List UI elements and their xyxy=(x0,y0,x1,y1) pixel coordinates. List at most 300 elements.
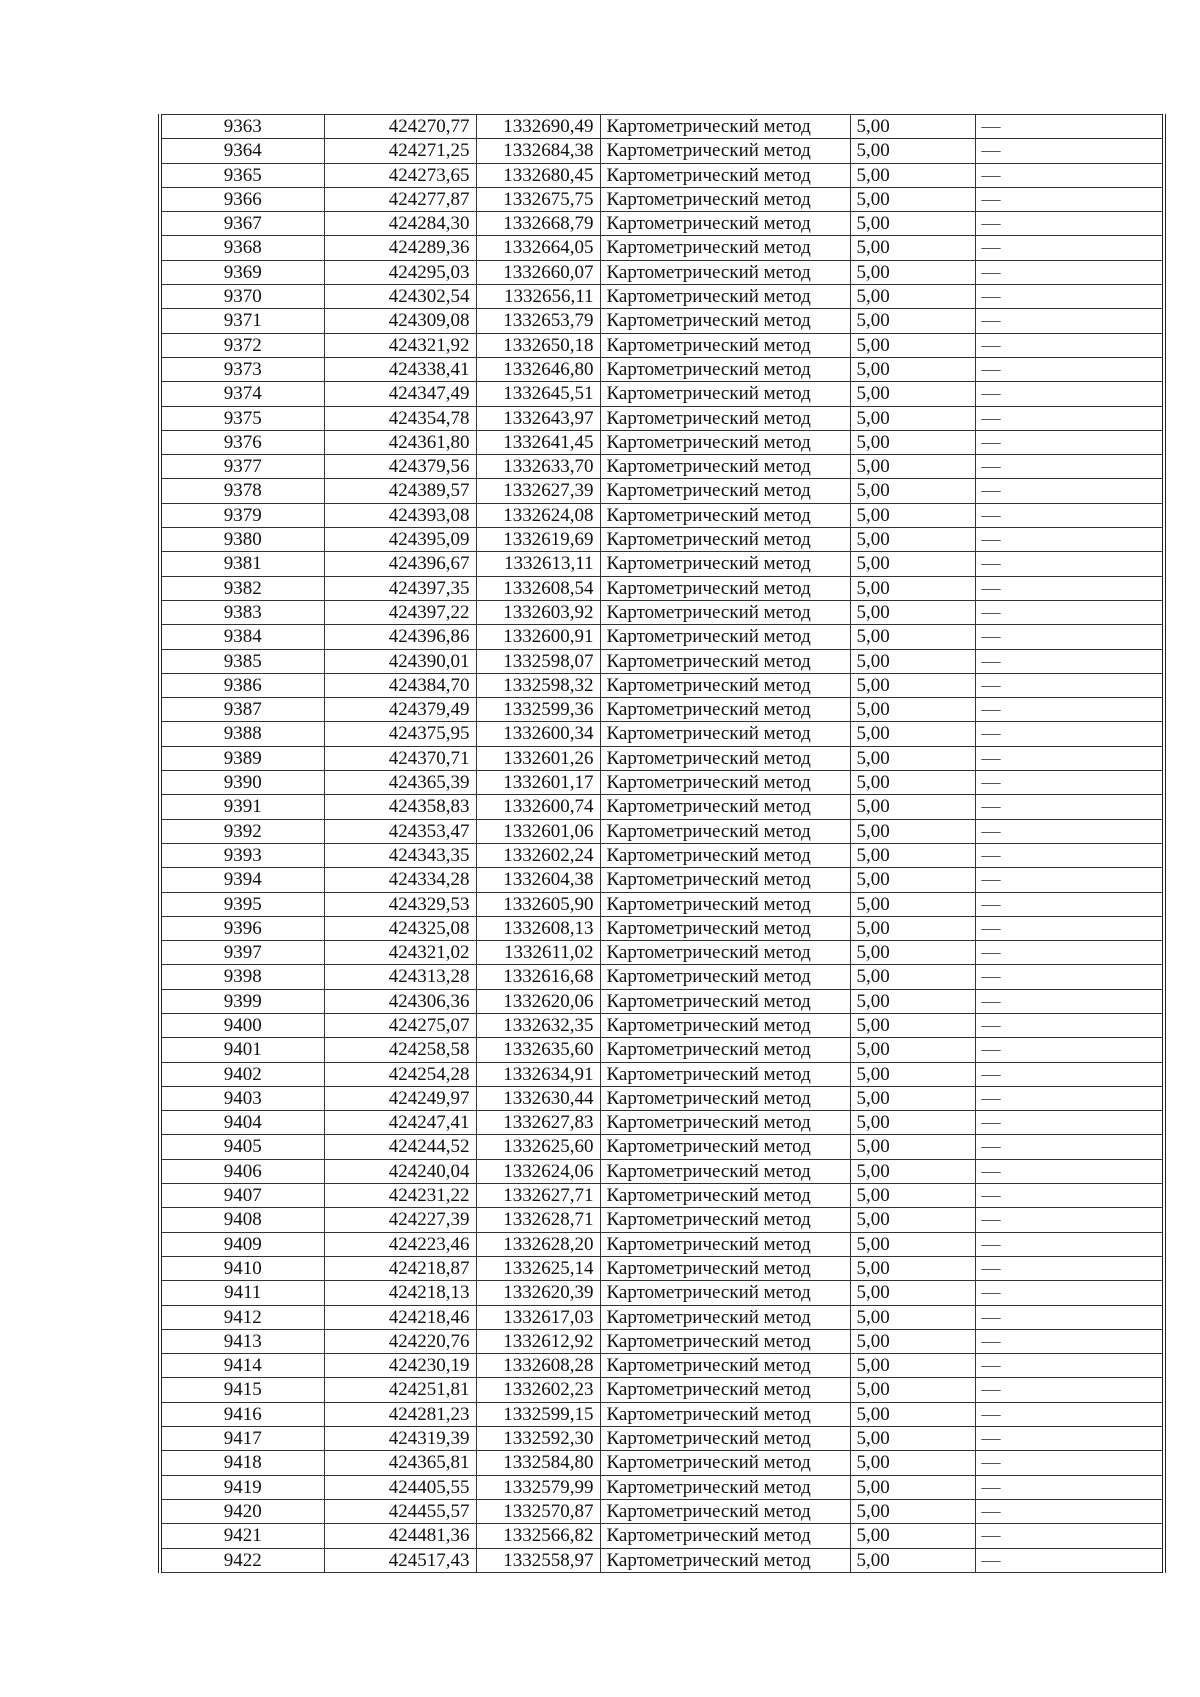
y-coordinate-cell: 1332579,99 xyxy=(476,1475,600,1499)
accuracy-cell: 5,00 xyxy=(850,1184,975,1208)
table-row xyxy=(160,1062,1164,1086)
table-row xyxy=(160,625,1164,649)
x-coordinate-cell: 424321,02 xyxy=(324,941,476,965)
method-cell: Картометрический метод xyxy=(600,455,850,479)
method-cell: Картометрический метод xyxy=(600,236,850,260)
accuracy-cell: 5,00 xyxy=(850,503,975,527)
y-coordinate-cell: 1332600,91 xyxy=(476,625,600,649)
note-cell: — xyxy=(975,1548,1164,1572)
x-coordinate-cell: 424396,67 xyxy=(324,552,476,576)
y-coordinate-cell: 1332608,13 xyxy=(476,916,600,940)
point-number-cell: 9416 xyxy=(160,1402,324,1426)
y-coordinate-cell: 1332630,44 xyxy=(476,1086,600,1110)
table-row xyxy=(160,1038,1164,1062)
note-cell: — xyxy=(975,989,1164,1013)
note-cell: — xyxy=(975,892,1164,916)
note-cell: — xyxy=(975,771,1164,795)
y-coordinate-cell: 1332624,08 xyxy=(476,503,600,527)
y-coordinate-cell: 1332620,39 xyxy=(476,1281,600,1305)
note-cell: — xyxy=(975,1086,1164,1110)
note-cell: — xyxy=(975,236,1164,260)
table-row xyxy=(160,892,1164,916)
method-cell: Картометрический метод xyxy=(600,1451,850,1475)
accuracy-cell: 5,00 xyxy=(850,795,975,819)
note-cell: — xyxy=(975,455,1164,479)
note-cell: — xyxy=(975,1135,1164,1159)
y-coordinate-cell: 1332628,20 xyxy=(476,1232,600,1256)
note-cell: — xyxy=(975,406,1164,430)
y-coordinate-cell: 1332602,24 xyxy=(476,843,600,867)
note-cell: — xyxy=(975,941,1164,965)
note-cell: — xyxy=(975,528,1164,552)
y-coordinate-cell: 1332641,45 xyxy=(476,430,600,454)
point-number-cell: 9374 xyxy=(160,382,324,406)
method-cell: Картометрический метод xyxy=(600,333,850,357)
table-row xyxy=(160,1305,1164,1329)
y-coordinate-cell: 1332612,92 xyxy=(476,1329,600,1353)
y-coordinate-cell: 1332600,34 xyxy=(476,722,600,746)
point-number-cell: 9407 xyxy=(160,1184,324,1208)
point-number-cell: 9398 xyxy=(160,965,324,989)
note-cell: — xyxy=(975,1281,1164,1305)
table-row xyxy=(160,357,1164,381)
accuracy-cell: 5,00 xyxy=(850,1135,975,1159)
method-cell: Картометрический метод xyxy=(600,746,850,770)
point-number-cell: 9411 xyxy=(160,1281,324,1305)
accuracy-cell: 5,00 xyxy=(850,552,975,576)
point-number-cell: 9370 xyxy=(160,285,324,309)
point-number-cell: 9365 xyxy=(160,163,324,187)
note-cell: — xyxy=(975,1354,1164,1378)
y-coordinate-cell: 1332602,23 xyxy=(476,1378,600,1402)
y-coordinate-cell: 1332613,11 xyxy=(476,552,600,576)
method-cell: Картометрический метод xyxy=(600,1402,850,1426)
point-number-cell: 9422 xyxy=(160,1548,324,1572)
method-cell: Картометрический метод xyxy=(600,600,850,624)
method-cell: Картометрический метод xyxy=(600,309,850,333)
x-coordinate-cell: 424325,08 xyxy=(324,916,476,940)
method-cell: Картометрический метод xyxy=(600,941,850,965)
method-cell: Картометрический метод xyxy=(600,771,850,795)
accuracy-cell: 5,00 xyxy=(850,406,975,430)
point-number-cell: 9383 xyxy=(160,600,324,624)
table-row xyxy=(160,1184,1164,1208)
accuracy-cell: 5,00 xyxy=(850,698,975,722)
y-coordinate-cell: 1332624,06 xyxy=(476,1159,600,1183)
table-row xyxy=(160,1208,1164,1232)
accuracy-cell: 5,00 xyxy=(850,1013,975,1037)
point-number-cell: 9389 xyxy=(160,746,324,770)
point-number-cell: 9371 xyxy=(160,309,324,333)
table-row xyxy=(160,1524,1164,1548)
note-cell: — xyxy=(975,285,1164,309)
accuracy-cell: 5,00 xyxy=(850,333,975,357)
y-coordinate-cell: 1332635,60 xyxy=(476,1038,600,1062)
table-row xyxy=(160,649,1164,673)
method-cell: Картометрический метод xyxy=(600,1499,850,1523)
y-coordinate-cell: 1332633,70 xyxy=(476,455,600,479)
y-coordinate-cell: 1332646,80 xyxy=(476,357,600,381)
note-cell: — xyxy=(975,309,1164,333)
y-coordinate-cell: 1332604,38 xyxy=(476,868,600,892)
x-coordinate-cell: 424277,87 xyxy=(324,187,476,211)
x-coordinate-cell: 424455,57 xyxy=(324,1499,476,1523)
method-cell: Картометрический метод xyxy=(600,212,850,236)
accuracy-cell: 5,00 xyxy=(850,1354,975,1378)
y-coordinate-cell: 1332601,06 xyxy=(476,819,600,843)
table-row xyxy=(160,965,1164,989)
accuracy-cell: 5,00 xyxy=(850,139,975,163)
table-row xyxy=(160,430,1164,454)
x-coordinate-cell: 424218,46 xyxy=(324,1305,476,1329)
point-number-cell: 9420 xyxy=(160,1499,324,1523)
y-coordinate-cell: 1332611,02 xyxy=(476,941,600,965)
table-row xyxy=(160,285,1164,309)
note-cell: — xyxy=(975,1378,1164,1402)
point-number-cell: 9412 xyxy=(160,1305,324,1329)
x-coordinate-cell: 424365,81 xyxy=(324,1451,476,1475)
accuracy-cell: 5,00 xyxy=(850,309,975,333)
point-number-cell: 9377 xyxy=(160,455,324,479)
table-row xyxy=(160,1013,1164,1037)
note-cell: — xyxy=(975,333,1164,357)
point-number-cell: 9369 xyxy=(160,260,324,284)
method-cell: Картометрический метод xyxy=(600,1013,850,1037)
method-cell: Картометрический метод xyxy=(600,892,850,916)
method-cell: Картометрический метод xyxy=(600,1329,850,1353)
table-row xyxy=(160,819,1164,843)
method-cell: Картометрический метод xyxy=(600,625,850,649)
accuracy-cell: 5,00 xyxy=(850,430,975,454)
note-cell: — xyxy=(975,382,1164,406)
method-cell: Картометрический метод xyxy=(600,1086,850,1110)
table-row xyxy=(160,1354,1164,1378)
y-coordinate-cell: 1332600,74 xyxy=(476,795,600,819)
table-row xyxy=(160,309,1164,333)
accuracy-cell: 5,00 xyxy=(850,1281,975,1305)
x-coordinate-cell: 424384,70 xyxy=(324,673,476,697)
note-cell: — xyxy=(975,260,1164,284)
table-row xyxy=(160,1378,1164,1402)
note-cell: — xyxy=(975,1305,1164,1329)
point-number-cell: 9391 xyxy=(160,795,324,819)
y-coordinate-cell: 1332664,05 xyxy=(476,236,600,260)
accuracy-cell: 5,00 xyxy=(850,600,975,624)
note-cell: — xyxy=(975,1208,1164,1232)
point-number-cell: 9390 xyxy=(160,771,324,795)
accuracy-cell: 5,00 xyxy=(850,625,975,649)
method-cell: Картометрический метод xyxy=(600,1475,850,1499)
note-cell: — xyxy=(975,1427,1164,1451)
table-row xyxy=(160,1427,1164,1451)
note-cell: — xyxy=(975,625,1164,649)
table-row xyxy=(160,163,1164,187)
point-number-cell: 9392 xyxy=(160,819,324,843)
method-cell: Картометрический метод xyxy=(600,406,850,430)
point-number-cell: 9415 xyxy=(160,1378,324,1402)
y-coordinate-cell: 1332643,97 xyxy=(476,406,600,430)
note-cell: — xyxy=(975,1062,1164,1086)
accuracy-cell: 5,00 xyxy=(850,892,975,916)
y-coordinate-cell: 1332598,07 xyxy=(476,649,600,673)
point-number-cell: 9419 xyxy=(160,1475,324,1499)
note-cell: — xyxy=(975,552,1164,576)
y-coordinate-cell: 1332656,11 xyxy=(476,285,600,309)
point-number-cell: 9372 xyxy=(160,333,324,357)
table-row xyxy=(160,406,1164,430)
method-cell: Картометрический метод xyxy=(600,552,850,576)
accuracy-cell: 5,00 xyxy=(850,1329,975,1353)
note-cell: — xyxy=(975,649,1164,673)
accuracy-cell: 5,00 xyxy=(850,1451,975,1475)
note-cell: — xyxy=(975,722,1164,746)
y-coordinate-cell: 1332668,79 xyxy=(476,212,600,236)
note-cell: — xyxy=(975,1451,1164,1475)
method-cell: Картометрический метод xyxy=(600,382,850,406)
x-coordinate-cell: 424258,58 xyxy=(324,1038,476,1062)
accuracy-cell: 5,00 xyxy=(850,115,975,139)
method-cell: Картометрический метод xyxy=(600,1524,850,1548)
method-cell: Картометрический метод xyxy=(600,528,850,552)
note-cell: — xyxy=(975,212,1164,236)
x-coordinate-cell: 424347,49 xyxy=(324,382,476,406)
table-row xyxy=(160,1111,1164,1135)
note-cell: — xyxy=(975,1111,1164,1135)
note-cell: — xyxy=(975,187,1164,211)
y-coordinate-cell: 1332601,17 xyxy=(476,771,600,795)
method-cell: Картометрический метод xyxy=(600,965,850,989)
point-number-cell: 9385 xyxy=(160,649,324,673)
x-coordinate-cell: 424271,25 xyxy=(324,139,476,163)
point-number-cell: 9400 xyxy=(160,1013,324,1037)
point-number-cell: 9421 xyxy=(160,1524,324,1548)
point-number-cell: 9406 xyxy=(160,1159,324,1183)
y-coordinate-cell: 1332627,71 xyxy=(476,1184,600,1208)
y-coordinate-cell: 1332617,03 xyxy=(476,1305,600,1329)
table-row xyxy=(160,1256,1164,1280)
point-number-cell: 9376 xyxy=(160,430,324,454)
x-coordinate-cell: 424334,28 xyxy=(324,868,476,892)
method-cell: Картометрический метод xyxy=(600,916,850,940)
x-coordinate-cell: 424354,78 xyxy=(324,406,476,430)
x-coordinate-cell: 424249,97 xyxy=(324,1086,476,1110)
note-cell: — xyxy=(975,673,1164,697)
table-row xyxy=(160,212,1164,236)
note-cell: — xyxy=(975,1232,1164,1256)
note-cell: — xyxy=(975,1475,1164,1499)
note-cell: — xyxy=(975,698,1164,722)
table-row xyxy=(160,528,1164,552)
table-row xyxy=(160,941,1164,965)
x-coordinate-cell: 424375,95 xyxy=(324,722,476,746)
point-number-cell: 9410 xyxy=(160,1256,324,1280)
method-cell: Картометрический метод xyxy=(600,1256,850,1280)
table-row xyxy=(160,115,1164,139)
note-cell: — xyxy=(975,576,1164,600)
x-coordinate-cell: 424319,39 xyxy=(324,1427,476,1451)
x-coordinate-cell: 424397,22 xyxy=(324,600,476,624)
note-cell: — xyxy=(975,115,1164,139)
method-cell: Картометрический метод xyxy=(600,843,850,867)
method-cell: Картометрический метод xyxy=(600,430,850,454)
note-cell: — xyxy=(975,163,1164,187)
method-cell: Картометрический метод xyxy=(600,1305,850,1329)
table-row xyxy=(160,1402,1164,1426)
point-number-cell: 9393 xyxy=(160,843,324,867)
table-row xyxy=(160,1232,1164,1256)
x-coordinate-cell: 424370,71 xyxy=(324,746,476,770)
x-coordinate-cell: 424393,08 xyxy=(324,503,476,527)
note-cell: — xyxy=(975,479,1164,503)
point-number-cell: 9414 xyxy=(160,1354,324,1378)
y-coordinate-cell: 1332680,45 xyxy=(476,163,600,187)
accuracy-cell: 5,00 xyxy=(850,965,975,989)
point-number-cell: 9381 xyxy=(160,552,324,576)
x-coordinate-cell: 424244,52 xyxy=(324,1135,476,1159)
method-cell: Картометрический метод xyxy=(600,1184,850,1208)
y-coordinate-cell: 1332653,79 xyxy=(476,309,600,333)
point-number-cell: 9367 xyxy=(160,212,324,236)
accuracy-cell: 5,00 xyxy=(850,1499,975,1523)
x-coordinate-cell: 424270,77 xyxy=(324,115,476,139)
y-coordinate-cell: 1332675,75 xyxy=(476,187,600,211)
method-cell: Картометрический метод xyxy=(600,698,850,722)
accuracy-cell: 5,00 xyxy=(850,479,975,503)
table-row xyxy=(160,868,1164,892)
point-number-cell: 9375 xyxy=(160,406,324,430)
table-row xyxy=(160,1159,1164,1183)
accuracy-cell: 5,00 xyxy=(850,843,975,867)
method-cell: Картометрический метод xyxy=(600,357,850,381)
x-coordinate-cell: 424281,23 xyxy=(324,1402,476,1426)
table-row xyxy=(160,260,1164,284)
x-coordinate-cell: 424379,49 xyxy=(324,698,476,722)
accuracy-cell: 5,00 xyxy=(850,1208,975,1232)
y-coordinate-cell: 1332599,15 xyxy=(476,1402,600,1426)
x-coordinate-cell: 424231,22 xyxy=(324,1184,476,1208)
note-cell: — xyxy=(975,916,1164,940)
method-cell: Картометрический метод xyxy=(600,187,850,211)
y-coordinate-cell: 1332634,91 xyxy=(476,1062,600,1086)
accuracy-cell: 5,00 xyxy=(850,1256,975,1280)
accuracy-cell: 5,00 xyxy=(850,989,975,1013)
x-coordinate-cell: 424254,28 xyxy=(324,1062,476,1086)
x-coordinate-cell: 424284,30 xyxy=(324,212,476,236)
x-coordinate-cell: 424227,39 xyxy=(324,1208,476,1232)
x-coordinate-cell: 424396,86 xyxy=(324,625,476,649)
point-number-cell: 9395 xyxy=(160,892,324,916)
x-coordinate-cell: 424218,87 xyxy=(324,1256,476,1280)
table-row xyxy=(160,187,1164,211)
point-number-cell: 9387 xyxy=(160,698,324,722)
note-cell: — xyxy=(975,1499,1164,1523)
accuracy-cell: 5,00 xyxy=(850,1232,975,1256)
table-row xyxy=(160,771,1164,795)
table-row xyxy=(160,673,1164,697)
point-number-cell: 9373 xyxy=(160,357,324,381)
table-row xyxy=(160,1135,1164,1159)
y-coordinate-cell: 1332608,54 xyxy=(476,576,600,600)
note-cell: — xyxy=(975,795,1164,819)
y-coordinate-cell: 1332616,68 xyxy=(476,965,600,989)
x-coordinate-cell: 424275,07 xyxy=(324,1013,476,1037)
note-cell: — xyxy=(975,1524,1164,1548)
y-coordinate-cell: 1332625,14 xyxy=(476,1256,600,1280)
x-coordinate-cell: 424389,57 xyxy=(324,479,476,503)
table-row xyxy=(160,333,1164,357)
method-cell: Картометрический метод xyxy=(600,1232,850,1256)
accuracy-cell: 5,00 xyxy=(850,649,975,673)
x-coordinate-cell: 424329,53 xyxy=(324,892,476,916)
x-coordinate-cell: 424273,65 xyxy=(324,163,476,187)
method-cell: Картометрический метод xyxy=(600,479,850,503)
y-coordinate-cell: 1332628,71 xyxy=(476,1208,600,1232)
accuracy-cell: 5,00 xyxy=(850,771,975,795)
method-cell: Картометрический метод xyxy=(600,139,850,163)
method-cell: Картометрический метод xyxy=(600,989,850,1013)
method-cell: Картометрический метод xyxy=(600,1378,850,1402)
y-coordinate-cell: 1332592,30 xyxy=(476,1427,600,1451)
note-cell: — xyxy=(975,430,1164,454)
note-cell: — xyxy=(975,1329,1164,1353)
point-number-cell: 9404 xyxy=(160,1111,324,1135)
table-row xyxy=(160,382,1164,406)
x-coordinate-cell: 424240,04 xyxy=(324,1159,476,1183)
method-cell: Картометрический метод xyxy=(600,1062,850,1086)
table-row xyxy=(160,1086,1164,1110)
point-number-cell: 9405 xyxy=(160,1135,324,1159)
table-row xyxy=(160,455,1164,479)
point-number-cell: 9408 xyxy=(160,1208,324,1232)
table-row xyxy=(160,1281,1164,1305)
x-coordinate-cell: 424251,81 xyxy=(324,1378,476,1402)
point-number-cell: 9397 xyxy=(160,941,324,965)
accuracy-cell: 5,00 xyxy=(850,722,975,746)
point-number-cell: 9409 xyxy=(160,1232,324,1256)
y-coordinate-cell: 1332620,06 xyxy=(476,989,600,1013)
method-cell: Картометрический метод xyxy=(600,1427,850,1451)
point-number-cell: 9382 xyxy=(160,576,324,600)
y-coordinate-cell: 1332684,38 xyxy=(476,139,600,163)
x-coordinate-cell: 424230,19 xyxy=(324,1354,476,1378)
method-cell: Картометрический метод xyxy=(600,673,850,697)
method-cell: Картометрический метод xyxy=(600,163,850,187)
accuracy-cell: 5,00 xyxy=(850,1159,975,1183)
y-coordinate-cell: 1332627,83 xyxy=(476,1111,600,1135)
x-coordinate-cell: 424395,09 xyxy=(324,528,476,552)
note-cell: — xyxy=(975,1013,1164,1037)
point-number-cell: 9379 xyxy=(160,503,324,527)
point-number-cell: 9396 xyxy=(160,916,324,940)
method-cell: Картометрический метод xyxy=(600,576,850,600)
table-row xyxy=(160,916,1164,940)
table-row xyxy=(160,236,1164,260)
y-coordinate-cell: 1332570,87 xyxy=(476,1499,600,1523)
accuracy-cell: 5,00 xyxy=(850,260,975,284)
point-number-cell: 9413 xyxy=(160,1329,324,1353)
x-coordinate-cell: 424361,80 xyxy=(324,430,476,454)
coordinates-sheet xyxy=(158,114,1162,1573)
method-cell: Картометрический метод xyxy=(600,1548,850,1572)
table-row xyxy=(160,600,1164,624)
x-coordinate-cell: 424343,35 xyxy=(324,843,476,867)
accuracy-cell: 5,00 xyxy=(850,1378,975,1402)
x-coordinate-cell: 424379,56 xyxy=(324,455,476,479)
table-row xyxy=(160,843,1164,867)
y-coordinate-cell: 1332558,97 xyxy=(476,1548,600,1572)
x-coordinate-cell: 424289,36 xyxy=(324,236,476,260)
y-coordinate-cell: 1332660,07 xyxy=(476,260,600,284)
